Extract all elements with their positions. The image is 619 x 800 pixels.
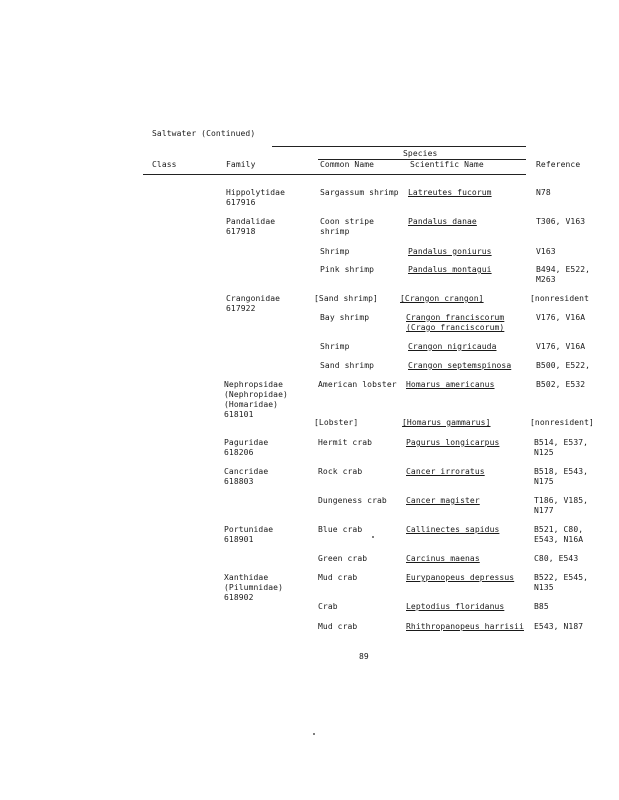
family-cell: Nephropsidae (Nephropidae) (Homaridae) 618101 — [224, 380, 288, 419]
common-name-cell: Sand shrimp — [320, 361, 375, 370]
common-name-cell: Pink shrimp — [320, 265, 375, 274]
common-name-cell: Crab — [318, 602, 338, 611]
reference-cell: T186, V185, N177 — [534, 496, 589, 515]
scientific-name-cell: Rhithropanopeus harrisii — [406, 622, 524, 631]
reference-cell: B500, E522, — [536, 361, 591, 370]
column-header-family: Family — [226, 160, 256, 169]
scientific-name-cell: Crangon franciscorum (Crago franciscorum) — [406, 313, 505, 332]
common-name-cell: Sargassum shrimp — [320, 188, 399, 197]
scientific-name-cell: Eurypanopeus depressus — [406, 573, 515, 582]
scientific-name-cell: Pandalus danae — [408, 217, 477, 226]
scientific-name-cell: [Crangon crangon] — [400, 294, 484, 303]
scientific-name-cell: Homarus americanus — [406, 380, 495, 389]
scientific-name-cell: Pagurus longicarpus — [406, 438, 500, 447]
family-cell: Portunidae 618901 — [224, 525, 274, 544]
column-header-reference: Reference — [536, 160, 581, 169]
scientific-name-cell: Leptodius floridanus — [406, 602, 505, 611]
scan-speck — [372, 536, 374, 538]
family-cell: Hippolytidae 617916 — [226, 188, 285, 207]
common-name-cell: Bay shrimp — [320, 313, 370, 322]
column-header-class: Class — [152, 160, 177, 169]
family-cell: Cancridae 618803 — [224, 467, 269, 486]
scientific-name-cell: Callinectes sapidus — [406, 525, 500, 534]
reference-cell: B494, E522, M263 — [536, 265, 591, 284]
reference-cell: B522, E545, N135 — [534, 573, 589, 592]
common-name-cell: Blue crab — [318, 525, 363, 534]
reference-cell: C80, E543 — [534, 554, 579, 563]
reference-cell: V176, V16A — [536, 342, 586, 351]
reference-cell: V163 — [536, 247, 556, 256]
common-name-cell: Green crab — [318, 554, 368, 563]
reference-cell: V176, V16A — [536, 313, 586, 322]
header-bottom-rule — [143, 174, 526, 175]
family-cell: Xanthidae (Pilumnidae) 618902 — [224, 573, 283, 602]
scientific-name-cell: Pandalus goniurus — [408, 247, 492, 256]
reference-cell: [nonresident — [530, 294, 589, 303]
common-name-cell: Shrimp — [320, 342, 350, 351]
common-name-cell: Dungeness crab — [318, 496, 387, 505]
common-name-cell: [Lobster] — [314, 418, 359, 427]
common-name-cell: [Sand shrimp] — [314, 294, 378, 303]
page-title: Saltwater (Continued) — [152, 129, 256, 138]
family-cell: Paguridae 618206 — [224, 438, 269, 457]
scan-speck — [313, 733, 315, 735]
family-cell: Pandalidae 617918 — [226, 217, 276, 236]
scientific-name-cell: Cancer irroratus — [406, 467, 485, 476]
scientific-name-cell: Crangon septemspinosa — [408, 361, 512, 370]
common-name-cell: Mud crab — [318, 573, 358, 582]
column-header-scientific-name: Scientific Name — [410, 160, 484, 169]
scientific-name-cell: Pandalus montagui — [408, 265, 492, 274]
reference-cell: N78 — [536, 188, 551, 197]
reference-cell: B502, E532 — [536, 380, 586, 389]
header-top-rule — [272, 146, 526, 147]
common-name-cell: Shrimp — [320, 247, 350, 256]
page-number: 89 — [359, 652, 369, 661]
reference-cell: T306, V163 — [536, 217, 586, 226]
scientific-name-cell: Cancer magister — [406, 496, 480, 505]
reference-cell: B514, E537, N125 — [534, 438, 589, 457]
common-name-cell: Coon stripe shrimp — [320, 217, 375, 236]
reference-cell: B85 — [534, 602, 549, 611]
common-name-cell: American lobster — [318, 380, 397, 389]
family-cell: Crangonidae 617922 — [226, 294, 281, 313]
reference-cell: E543, N187 — [534, 622, 584, 631]
reference-cell: B518, E543, N175 — [534, 467, 589, 486]
common-name-cell: Mud crab — [318, 622, 358, 631]
reference-cell: B521, C80, E543, N16A — [534, 525, 584, 544]
species-group-label: Species — [403, 149, 438, 158]
scientific-name-cell: Crangon nigricauda — [408, 342, 497, 351]
common-name-cell: Hermit crab — [318, 438, 373, 447]
reference-cell: [nonresident] — [530, 418, 594, 427]
column-header-common-name: Common Name — [320, 160, 375, 169]
scientific-name-cell: [Homarus gammarus] — [402, 418, 491, 427]
scientific-name-cell: Carcinus maenas — [406, 554, 480, 563]
scientific-name-cell: Latreutes fucorum — [408, 188, 492, 197]
common-name-cell: Rock crab — [318, 467, 363, 476]
